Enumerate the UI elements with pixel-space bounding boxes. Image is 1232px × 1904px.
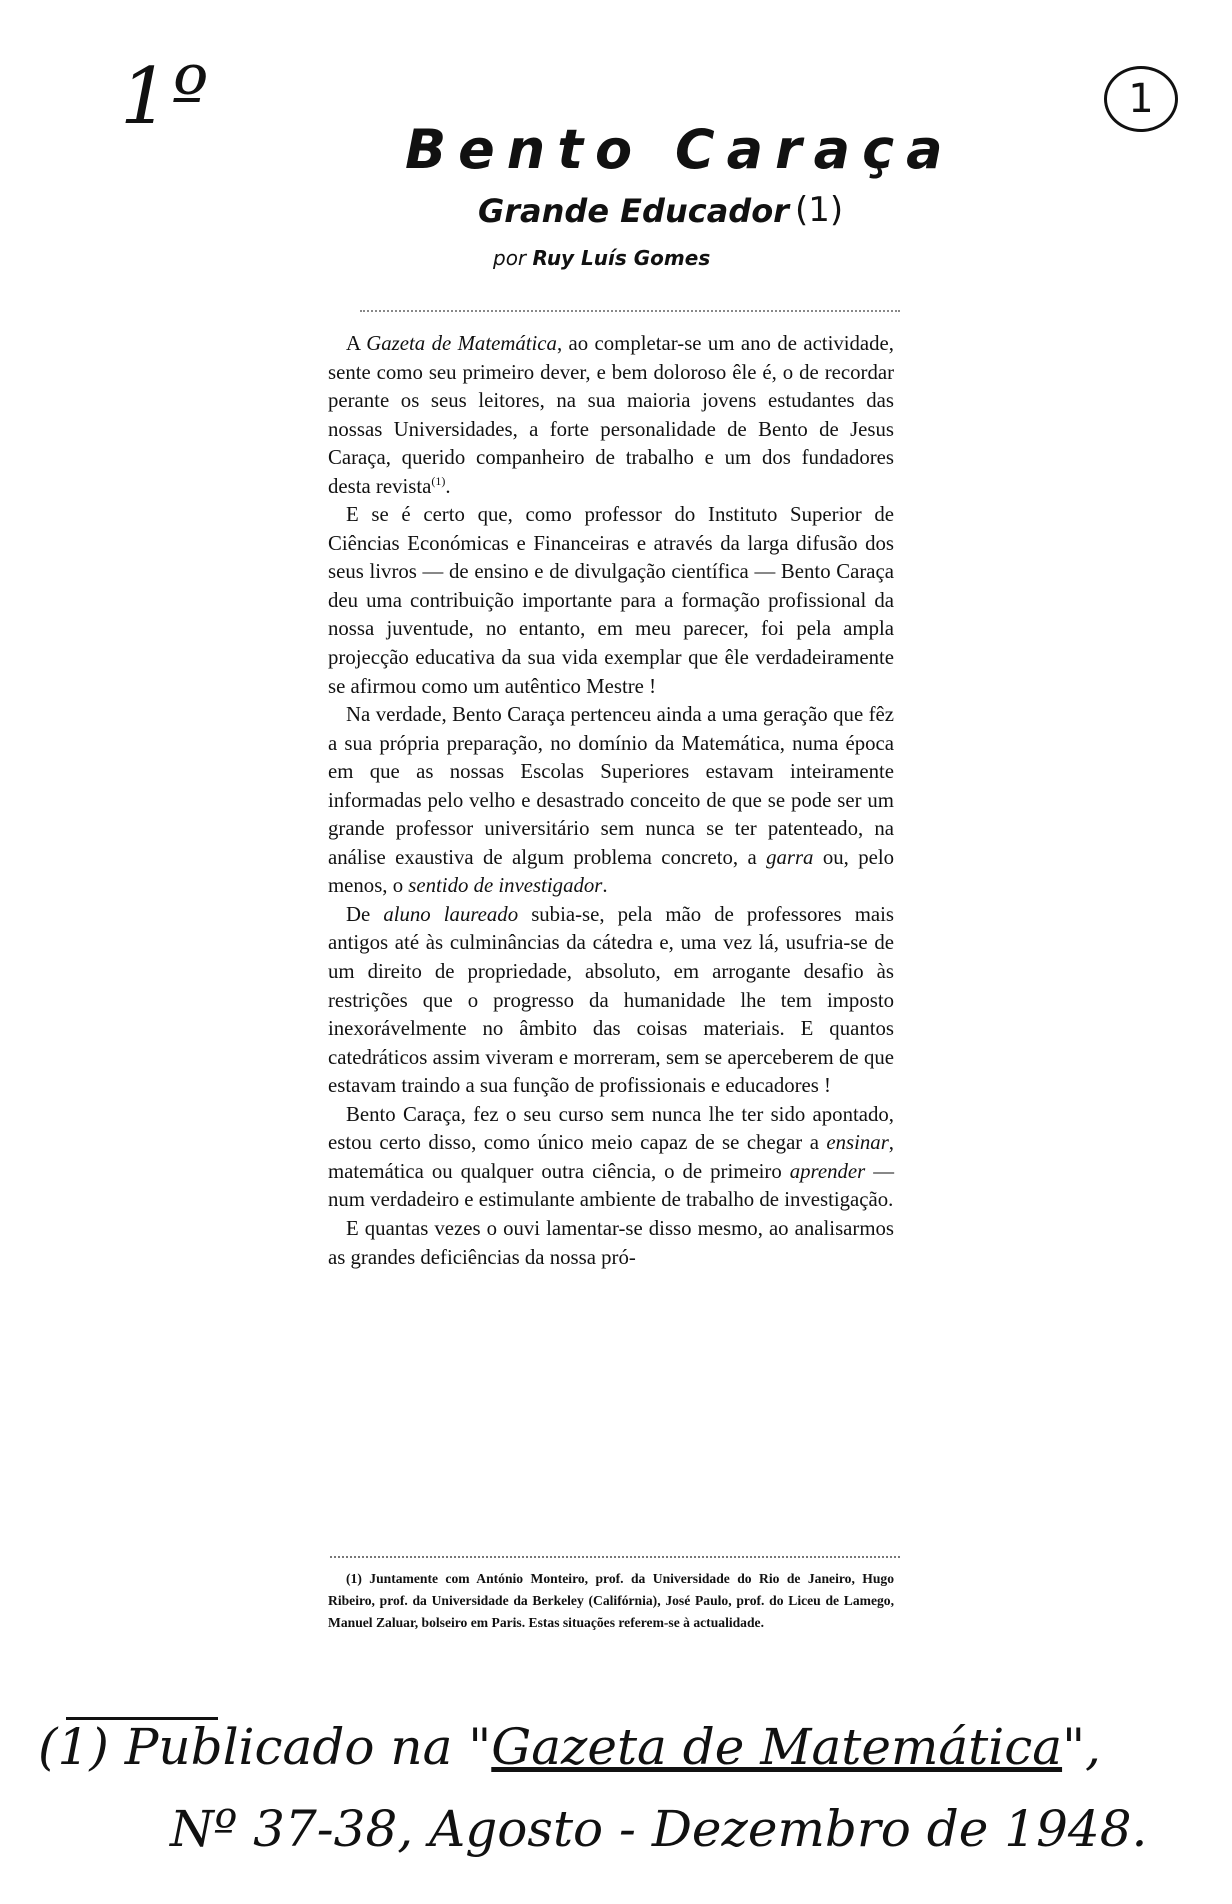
article-body (328, 330, 894, 1272)
p5-ensinar: ensinar (826, 1131, 889, 1155)
p3-sentido: sentido de investigador (408, 874, 603, 898)
byline (493, 246, 710, 270)
hand-line1-suffix: ", (1062, 1718, 1101, 1776)
p3-end: . (602, 874, 608, 898)
p3-garra: garra (766, 845, 814, 869)
p3-text: Na verdade, Bento Caraça pertenceu ainda a uma geração que fêz a sua própria preparação, no domínio da Matemática, numa época em que as nossas Escolas Superiores estavam inteiramente informadas pelo velho e desastrado conceito de que se pode ser um grande professor universitário sem nunca se ter patenteado, na análise exaustiva de algum problema concreto, a (328, 703, 894, 869)
article-subtitle: Grande Educador (478, 192, 789, 230)
byline-prefix: por (493, 246, 527, 270)
circled-page-number: 1 (1104, 66, 1178, 132)
paragraph-1 (328, 330, 894, 501)
header-divider (360, 310, 900, 312)
article-title: Bento Caraça (405, 118, 955, 181)
footnote-divider (330, 1556, 900, 1558)
handwritten-note-line-1 (38, 1718, 1101, 1776)
footnote (328, 1568, 894, 1634)
p5-text: Bento Caraça, fez o seu curso sem nunca lhe ter sido apontado, estou certo disso, como único meio capaz de se chegar a (328, 1102, 894, 1155)
handwritten-page-mark: 1º (120, 52, 211, 142)
handwritten-note-line-2: Nº 37-38, Agosto - Dezembro de 1948. (170, 1800, 1148, 1858)
p5-end: — num verdadeiro e estimulante ambiente de trabalho de investigação. (328, 1159, 895, 1212)
p1-prefix: A (346, 332, 367, 355)
p4-prefix: De (346, 902, 384, 926)
p1-text: , ao completar-se um ano de actividade, sente como seu primeiro dever, e bem doloroso êle é, o de recordar perante os seus leitores, na sua maioria jovens estudantes das nossas Universidades, a forte personalidade de Bento de Jesus Caraça, querido companheiro de trabalho e um dos fundadores desta revista (328, 332, 894, 498)
paragraph-4 (328, 901, 894, 1101)
p4-aluno: aluno laureado (383, 902, 519, 926)
byline-author: Ruy Luís Gomes (532, 246, 711, 270)
footnote-ref: (1) (431, 473, 446, 488)
paragraph-6: E quantas vezes o ouvi lamentar-se disso mesmo, ao analisarmos as grandes deficiências da nossa pró- (328, 1216, 894, 1269)
p5-aprender: aprender (789, 1159, 866, 1183)
p3-mid: ou, pelo menos, o (328, 845, 895, 898)
subtitle-note-marker: (1) (795, 190, 844, 230)
journal-name: Gazeta de Matemática (366, 332, 557, 355)
paragraph-2: E se é certo que, como professor do Instituto Superior de Ciências Económicas e Financeiras e através da larga difusão dos seus livros — de ensino e de divulgação científica — Bento Caraça deu uma contribuição importante para a formação profissional da nossa juventude, no entanto, em meu parecer, foi pela ampla projecção educativa da sua vida exemplar que êle verdadeiramente se afirmou como um autêntico Mestre ! (328, 503, 894, 698)
hand-line1-prefix: (1) Publicado na " (38, 1718, 492, 1776)
p4-text: subia-se, pela mão de professores mais antigos até às culminâncias da cátedra e, uma vez lá, usufria-se de um direito de propriedade, absoluto, em arrogante desafio às restrições que o progresso da humanidade lhe tem imposto inexorávelmente no âmbito das coisas materiais. E quantos catedráticos assim viveram e morreram, sem se aperceberem de que estavam traindo a sua função de profissionais e educadores ! (328, 902, 894, 1098)
hand-line1-journal: Gazeta de Matemática (491, 1718, 1063, 1776)
p5-mid: , matemática ou qualquer outra ciência, o de primeiro (328, 1131, 894, 1183)
paragraph-5 (328, 1101, 894, 1215)
paragraph-3 (328, 701, 894, 901)
footnote-text: (1) Juntamente com António Monteiro, prof. da Universidade do Rio de Janeiro, Hugo Ribeiro, prof. da Universidade da Berkeley (Califórnia), José Paulo, prof. do Liceu de Lamego, Manuel Zaluar, bolseiro em Paris. Estas situações referem-se à actualidade. (328, 1571, 894, 1630)
p1-end: . (445, 474, 451, 498)
